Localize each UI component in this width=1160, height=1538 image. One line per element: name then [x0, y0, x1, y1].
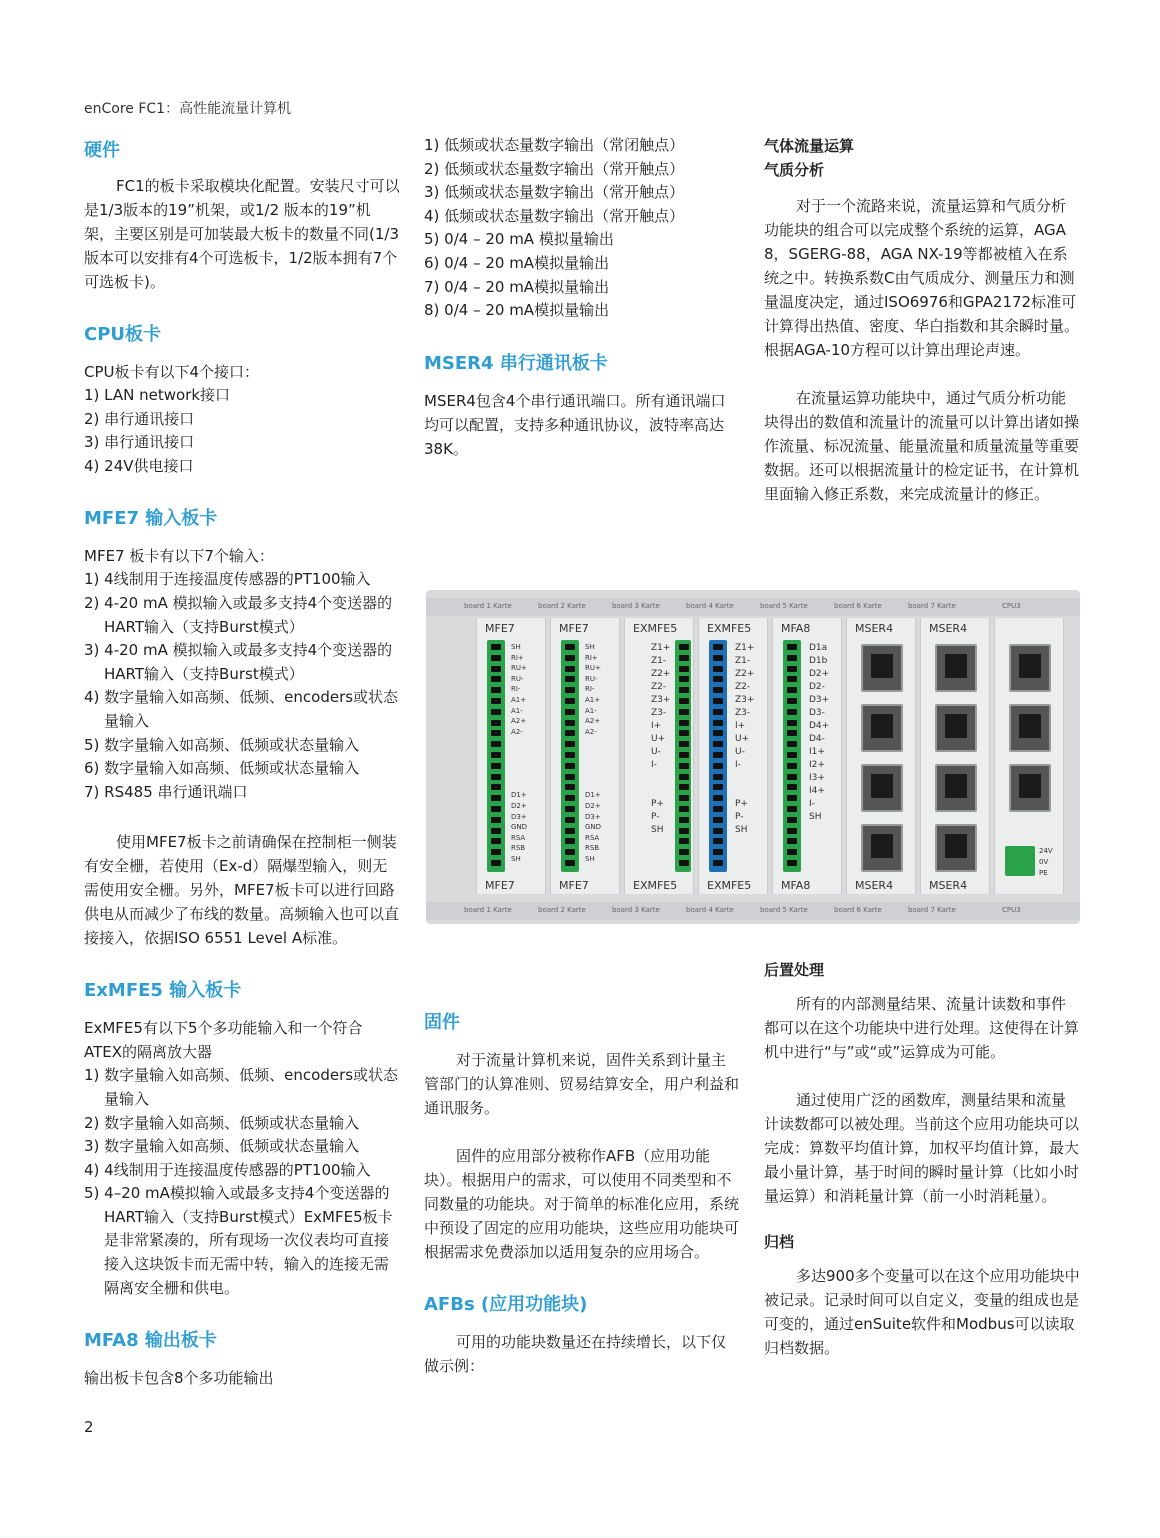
- exmfe5-intro: ExMFE5有以下5个多功能输入和一个符合ATEX的隔离放大器: [84, 1019, 363, 1062]
- column-middle-top: [424, 134, 740, 461]
- board-name: EXMFE5: [633, 622, 678, 635]
- terminal-pin: [565, 806, 575, 812]
- rj45-port: [1009, 764, 1051, 812]
- terminal-pin: [713, 817, 723, 823]
- slot-label: board 5 Karte: [760, 602, 808, 610]
- list-item: 3) 4-20 mA 模拟输入或最多支持4个变送器的HART输入（支持Burst模式）: [84, 641, 393, 683]
- terminal-pin: [713, 720, 723, 726]
- terminal-strip: [675, 640, 691, 872]
- board-name: EXMFE5: [707, 622, 752, 635]
- section-title-gas-flow: 气体流量运算: [764, 137, 855, 155]
- terminal-pin: [565, 666, 575, 672]
- board-name: MSER4: [855, 622, 894, 635]
- terminal-pin: [491, 784, 501, 790]
- terminal-labels: Z1+ Z1- Z2+ Z2- Z3+ Z3- I+ U+ U- I- P+ P- SH: [735, 643, 755, 835]
- terminal-labels: SH RI+ RU+ RU- RI- A1+ A1- A2+ A2- D1+ D2+ D3+ GND RSA RSB SH: [511, 643, 528, 863]
- terminal-pin: [491, 860, 501, 866]
- terminal-pin: [713, 655, 723, 661]
- slot-label: board 6 Karte: [834, 906, 882, 914]
- terminal-pin: [679, 752, 689, 758]
- document-header: enCore FC1：高性能流量计算机: [84, 101, 292, 117]
- power-connector: [1005, 846, 1035, 876]
- board-exmfe5-1: [624, 618, 694, 894]
- paragraph-afbs: 可用的功能块数量还在持续增长，以下仅做示例：: [424, 1333, 727, 1375]
- board-name-footer: MSER4: [855, 879, 894, 892]
- terminal-pin: [491, 741, 501, 747]
- board-name-footer: MFA8: [781, 879, 811, 892]
- terminal-pin: [491, 676, 501, 682]
- terminal-pin: [491, 795, 501, 801]
- terminal-pin: [565, 774, 575, 780]
- list-item: 3) 低频或状态量数字输出（常开触点）: [424, 183, 685, 202]
- mfe7-input-list: [84, 568, 400, 804]
- terminal-pin: [679, 720, 689, 726]
- terminal-pin: [713, 676, 723, 682]
- section-title-mser4: MSER4 串行通讯板卡: [424, 352, 608, 374]
- paragraph-gas-2: 在流量运算功能块中，通过气质分析功能块得出的数值和流量计的流量可以计算出诸如操作流量、标况流量、能量流量和质量流量等重要数据。还可以根据流量计的检定证书，在计算机里面输入修正系数，来完成流量计的修正。: [764, 389, 1080, 503]
- terminal-pin: [565, 763, 575, 769]
- terminal-pin: [491, 763, 501, 769]
- slot-labels-bottom: [426, 902, 1080, 920]
- paragraph-archive: 多达900多个变量可以在这个应用功能块中被记录。记录时间可以自定义，变量的组成也是可变的，通过enSuite软件和Modbus可以读取归档数据。: [764, 1267, 1080, 1357]
- slot-label: board 1 Karte: [464, 906, 512, 914]
- terminal-pin: [787, 752, 797, 758]
- slot-label: CPU3: [1002, 602, 1021, 610]
- terminal-pin: [713, 806, 723, 812]
- rj45-port: [935, 644, 977, 692]
- list-item: 3) 串行通讯接口: [84, 433, 195, 452]
- slot-label: board 5 Karte: [760, 906, 808, 914]
- cpu-intro: CPU板卡有以下4个接口：: [84, 363, 260, 381]
- terminal-pin: [679, 730, 689, 736]
- board-name-footer: EXMFE5: [633, 879, 678, 892]
- list-item: 2) 低频或状态量数字输出（常开触点）: [424, 159, 685, 178]
- terminal-pin: [787, 806, 797, 812]
- section-title-gas-quality: 气质分析: [764, 161, 825, 179]
- mfe7-intro: MFE7 板卡有以下7个输入：: [84, 547, 274, 566]
- list-item: 4) 4线制用于连接温度传感器的PT100输入: [84, 1160, 371, 1179]
- terminal-labels: SH RI+ RU+ RU- RI- A1+ A1- A2+ A2- D1+ D2+ D3+ GND RSA RSB SH: [585, 643, 602, 863]
- terminal-pin: [713, 784, 723, 790]
- terminal-labels: Z1+ Z1- Z2+ Z2- Z3+ Z3- I+ U+ U- I- P+ P- SH: [651, 643, 671, 835]
- terminal-pin: [491, 655, 501, 661]
- power-labels: 24V 0V PE: [1039, 847, 1053, 877]
- terminal-pin: [491, 774, 501, 780]
- board-mser4-1: [846, 618, 916, 894]
- terminal-pin: [679, 784, 689, 790]
- terminal-pin: [713, 849, 723, 855]
- terminal-pin: [491, 709, 501, 715]
- section-title-firmware: 固件: [424, 1012, 460, 1033]
- rj45-port: [1009, 704, 1051, 752]
- terminal-pin: [713, 828, 723, 834]
- terminal-pin: [491, 644, 501, 650]
- section-title-postprocessing: 后置处理: [764, 961, 825, 979]
- section-title-exmfe5: ExMFE5 输入板卡: [84, 980, 242, 1002]
- terminal-pin: [565, 828, 575, 834]
- list-item: 4) 24V供电接口: [84, 456, 194, 475]
- mfa8-intro: 输出板卡包含8个多功能输出: [84, 1369, 274, 1388]
- terminal-pin: [679, 709, 689, 715]
- paragraph-mser4: MSER4包含4个串行通讯端口。所有通讯端口均可以配置，支持多种通讯协议，波特率高达38K。: [424, 391, 726, 458]
- terminal-pin: [565, 687, 575, 693]
- terminal-pin: [679, 860, 689, 866]
- list-item: 2) 4-20 mA 模拟输入或最多支持4个变送器的HART输入（支持Burst模式）: [84, 593, 393, 636]
- terminal-pin: [787, 784, 797, 790]
- exmfe5-input-list: [84, 1064, 400, 1300]
- terminal-pin: [565, 860, 575, 866]
- list-item: 1) 4线制用于连接温度传感器的PT100输入: [84, 570, 371, 589]
- terminal-pin: [491, 752, 501, 758]
- rj45-port: [861, 704, 903, 752]
- board-name: MFE7: [559, 622, 589, 635]
- rj45-port: [935, 764, 977, 812]
- terminal-pin: [679, 741, 689, 747]
- terminal-pin: [713, 730, 723, 736]
- board-mfe7-1: [476, 618, 546, 894]
- terminal-strip: [709, 640, 727, 872]
- terminal-pin: [491, 720, 501, 726]
- slot-label: board 4 Karte: [686, 906, 734, 914]
- board-exmfe5-2: [698, 618, 768, 894]
- terminal-pin: [787, 644, 797, 650]
- slot-label: board 2 Karte: [538, 602, 586, 610]
- slot-label: board 2 Karte: [538, 906, 586, 914]
- terminal-pin: [565, 838, 575, 844]
- terminal-pin: [565, 644, 575, 650]
- terminal-pin: [491, 817, 501, 823]
- list-item: 6) 0/4 – 20 mA模拟量输出: [424, 253, 610, 272]
- board-name-footer: MFE7: [559, 879, 589, 892]
- board-mfa8: [772, 618, 842, 894]
- terminal-pin: [787, 655, 797, 661]
- terminal-pin: [787, 666, 797, 672]
- paragraph-firmware-1: 对于流量计算机来说，固件关系到计量主管部门的认算准则、贸易结算安全，用户利益和通讯服务。: [424, 1051, 740, 1117]
- list-item: 2) 串行通讯接口: [84, 409, 195, 428]
- terminal-pin: [679, 774, 689, 780]
- terminal-labels: D1a D1b D2+ D2- D3+ D3- D4+ D4- I1+ I2+ I3+ I4+ I- SH: [809, 643, 830, 822]
- terminal-pin: [565, 676, 575, 682]
- board-mser4-2: [920, 618, 990, 894]
- terminal-pin: [491, 828, 501, 834]
- section-title-hardware: 硬件: [84, 140, 120, 161]
- terminal-pin: [787, 676, 797, 682]
- slot-label: board 3 Karte: [612, 602, 660, 610]
- paragraph-gas-1: 对于一个流路来说，流量运算和气质分析功能块的组合可以完成整个系统的运算，AGA 8，SGERG-88，AGA NX-19等都被植入在系统之中。转换系数C由气质成分、测量压力和测量温度决定，通过ISO6976和GPA2172标准可计算得出热值、密度、华白指数和其余瞬时量。根据AGA-10方程可以计算出理论声速。: [764, 197, 1080, 359]
- terminal-pin: [679, 687, 689, 693]
- terminal-pin: [491, 838, 501, 844]
- terminal-pin: [565, 720, 575, 726]
- section-title-mfe7: MFE7 输入板卡: [84, 508, 218, 530]
- cpu-interface-list: [84, 384, 400, 478]
- section-title-afbs: AFBs (应用功能块): [424, 1294, 588, 1315]
- list-item: 5) 4–20 mA模拟输入或最多支持4个变送器的HART输入（支持Burst模式）ExMFE5板卡是非常紧凑的，所有现场一次仪表均可直接接入这块饭卡而无需中转，输入的连接无需隔离安全栅和供电。: [84, 1184, 393, 1297]
- terminal-pin: [713, 687, 723, 693]
- column-right-top: [764, 134, 1080, 506]
- section-title-cpu: CPU板卡: [84, 324, 162, 345]
- terminal-pin: [679, 849, 689, 855]
- terminal-pin: [787, 730, 797, 736]
- terminal-pin: [491, 806, 501, 812]
- terminal-pin: [565, 709, 575, 715]
- slot-labels-top: [426, 598, 1080, 616]
- slot-label: board 7 Karte: [908, 906, 956, 914]
- terminal-pin: [679, 666, 689, 672]
- paragraph-hardware: FC1的板卡采取模块化配置。安装尺寸可以是1/3版本的19”机架，或1/2 版本的19”机架，主要区别是可加装最大板卡的数量不同(1/3版本可以安排有4个可选板卡，1/2版本拥有7个可选板卡)。: [84, 177, 400, 291]
- terminal-pin: [787, 860, 797, 866]
- hardware-photo: [426, 590, 1080, 924]
- rj45-port: [861, 764, 903, 812]
- terminal-pin: [679, 838, 689, 844]
- terminal-pin: [713, 774, 723, 780]
- terminal-pin: [713, 666, 723, 672]
- list-item: 8) 0/4 – 20 mA模拟量输出: [424, 301, 610, 320]
- terminal-pin: [565, 849, 575, 855]
- mfa8-output-list: [424, 134, 740, 323]
- terminal-pin: [679, 795, 689, 801]
- list-item: 2) 数字量输入如高频、低频或状态量输入: [84, 1113, 360, 1132]
- rj45-port: [935, 824, 977, 872]
- terminal-strip: [561, 640, 579, 872]
- list-item: 5) 0/4 – 20 mA 模拟量输出: [424, 230, 614, 249]
- list-item: 3) 数字量输入如高频、低频或状态量输入: [84, 1137, 360, 1156]
- terminal-pin: [713, 709, 723, 715]
- list-item: 6) 数字量输入如高频、低频或状态量输入: [84, 759, 360, 778]
- paragraph-mfe7: 使用MFE7板卡之前请确保在控制柜一侧装有安全栅，若使用（Ex-d）隔爆型输入，则无需使用安全栅。另外，MFE7板卡可以进行回路供电从而减少了布线的数量。高频输入也可以直接接入，依据ISO 6551 Level A标准。: [84, 833, 400, 948]
- terminal-pin: [679, 644, 689, 650]
- terminal-pin: [491, 666, 501, 672]
- terminal-pin: [679, 817, 689, 823]
- terminal-pin: [713, 795, 723, 801]
- column-middle-bottom: [424, 1008, 740, 1378]
- section-title-mfa8: MFA8 输出板卡: [84, 1330, 217, 1352]
- terminal-pin: [787, 763, 797, 769]
- terminal-pin: [713, 763, 723, 769]
- section-title-archive: 归档: [764, 1233, 795, 1251]
- board-name: MFE7: [485, 622, 515, 635]
- board-name-footer: EXMFE5: [707, 879, 752, 892]
- terminal-pin: [787, 741, 797, 747]
- terminal-pin: [787, 795, 797, 801]
- page-number: 2: [84, 1418, 94, 1436]
- terminal-pin: [679, 676, 689, 682]
- terminal-pin: [713, 860, 723, 866]
- slot-label: board 1 Karte: [464, 602, 512, 610]
- list-item: 1) 低频或状态量数字输出（常闭触点）: [424, 136, 685, 154]
- terminal-pin: [565, 730, 575, 736]
- rj45-port: [935, 704, 977, 752]
- terminal-pin: [787, 838, 797, 844]
- board-name-footer: MFE7: [485, 879, 515, 892]
- terminal-pin: [491, 687, 501, 693]
- board-name: MFA8: [781, 622, 811, 635]
- terminal-pin: [787, 828, 797, 834]
- terminal-pin: [787, 774, 797, 780]
- list-item: 5) 数字量输入如高频、低频或状态量输入: [84, 735, 360, 754]
- column-left: [84, 136, 400, 1390]
- terminal-pin: [565, 741, 575, 747]
- terminal-pin: [565, 817, 575, 823]
- terminal-pin: [679, 698, 689, 704]
- terminal-pin: [491, 849, 501, 855]
- slot-label: board 4 Karte: [686, 602, 734, 610]
- list-item: 7) RS485 串行通讯端口: [84, 782, 248, 801]
- list-item: 4) 数字量输入如高频、低频、encoders或状态量输入: [84, 688, 399, 730]
- terminal-pin: [565, 784, 575, 790]
- terminal-pin: [713, 741, 723, 747]
- terminal-pin: [679, 806, 689, 812]
- terminal-pin: [787, 698, 797, 704]
- terminal-pin: [565, 698, 575, 704]
- list-item: 1) LAN network接口: [84, 386, 231, 404]
- terminal-pin: [713, 698, 723, 704]
- slot-label: CPU3: [1002, 906, 1021, 914]
- terminal-strip: [487, 640, 505, 872]
- paragraph-firmware-2: 固件的应用部分被称作AFB（应用功能块）。根据用户的需求，可以使用不同类型和不同数量的功能块。对于简单的标准化应用，系统中预设了固定的应用功能块，这些应用功能块可根据需求免费添加以适用复杂的应用场合。: [424, 1147, 740, 1261]
- rj45-port: [1009, 644, 1051, 692]
- terminal-pin: [565, 752, 575, 758]
- terminal-strip: [783, 640, 801, 872]
- terminal-pin: [713, 644, 723, 650]
- paragraph-post-2: 通过使用广泛的函数库，测量结果和流量计读数都可以被处理。当前这个应用功能块可以完成：算数平均值计算，加权平均值计算，最大最小量计算，基于时间的瞬时量计算（比如小时量运算）和消耗量计算（前一小时消耗量）。: [764, 1091, 1080, 1205]
- terminal-pin: [787, 709, 797, 715]
- terminal-pin: [713, 838, 723, 844]
- terminal-pin: [565, 655, 575, 661]
- terminal-pin: [713, 752, 723, 758]
- terminal-pin: [787, 720, 797, 726]
- terminal-pin: [679, 828, 689, 834]
- board-name: MSER4: [929, 622, 968, 635]
- list-item: 7) 0/4 – 20 mA模拟量输出: [424, 277, 610, 296]
- terminal-pin: [491, 698, 501, 704]
- rj45-port: [861, 644, 903, 692]
- terminal-pin: [679, 763, 689, 769]
- slot-label: board 3 Karte: [612, 906, 660, 914]
- terminal-pin: [787, 687, 797, 693]
- terminal-pin: [787, 817, 797, 823]
- board-mfe7-2: [550, 618, 620, 894]
- board-name-footer: MSER4: [929, 879, 968, 892]
- slot-label: board 6 Karte: [834, 602, 882, 610]
- terminal-pin: [565, 795, 575, 801]
- terminal-pin: [491, 730, 501, 736]
- slot-label: board 7 Karte: [908, 602, 956, 610]
- column-right-bottom: [764, 958, 1080, 1360]
- terminal-pin: [787, 849, 797, 855]
- rj45-port: [861, 824, 903, 872]
- board-cpu3: [994, 618, 1064, 894]
- list-item: 4) 低频或状态量数字输出（常开触点）: [424, 206, 685, 225]
- list-item: 1) 数字量输入如高频、低频、encoders或状态量输入: [84, 1066, 399, 1108]
- paragraph-post-1: 所有的内部测量结果、流量计读数和事件都可以在这个功能块中进行处理。这使得在计算机中进行“与”或“或”运算成为可能。: [764, 995, 1080, 1061]
- terminal-pin: [679, 655, 689, 661]
